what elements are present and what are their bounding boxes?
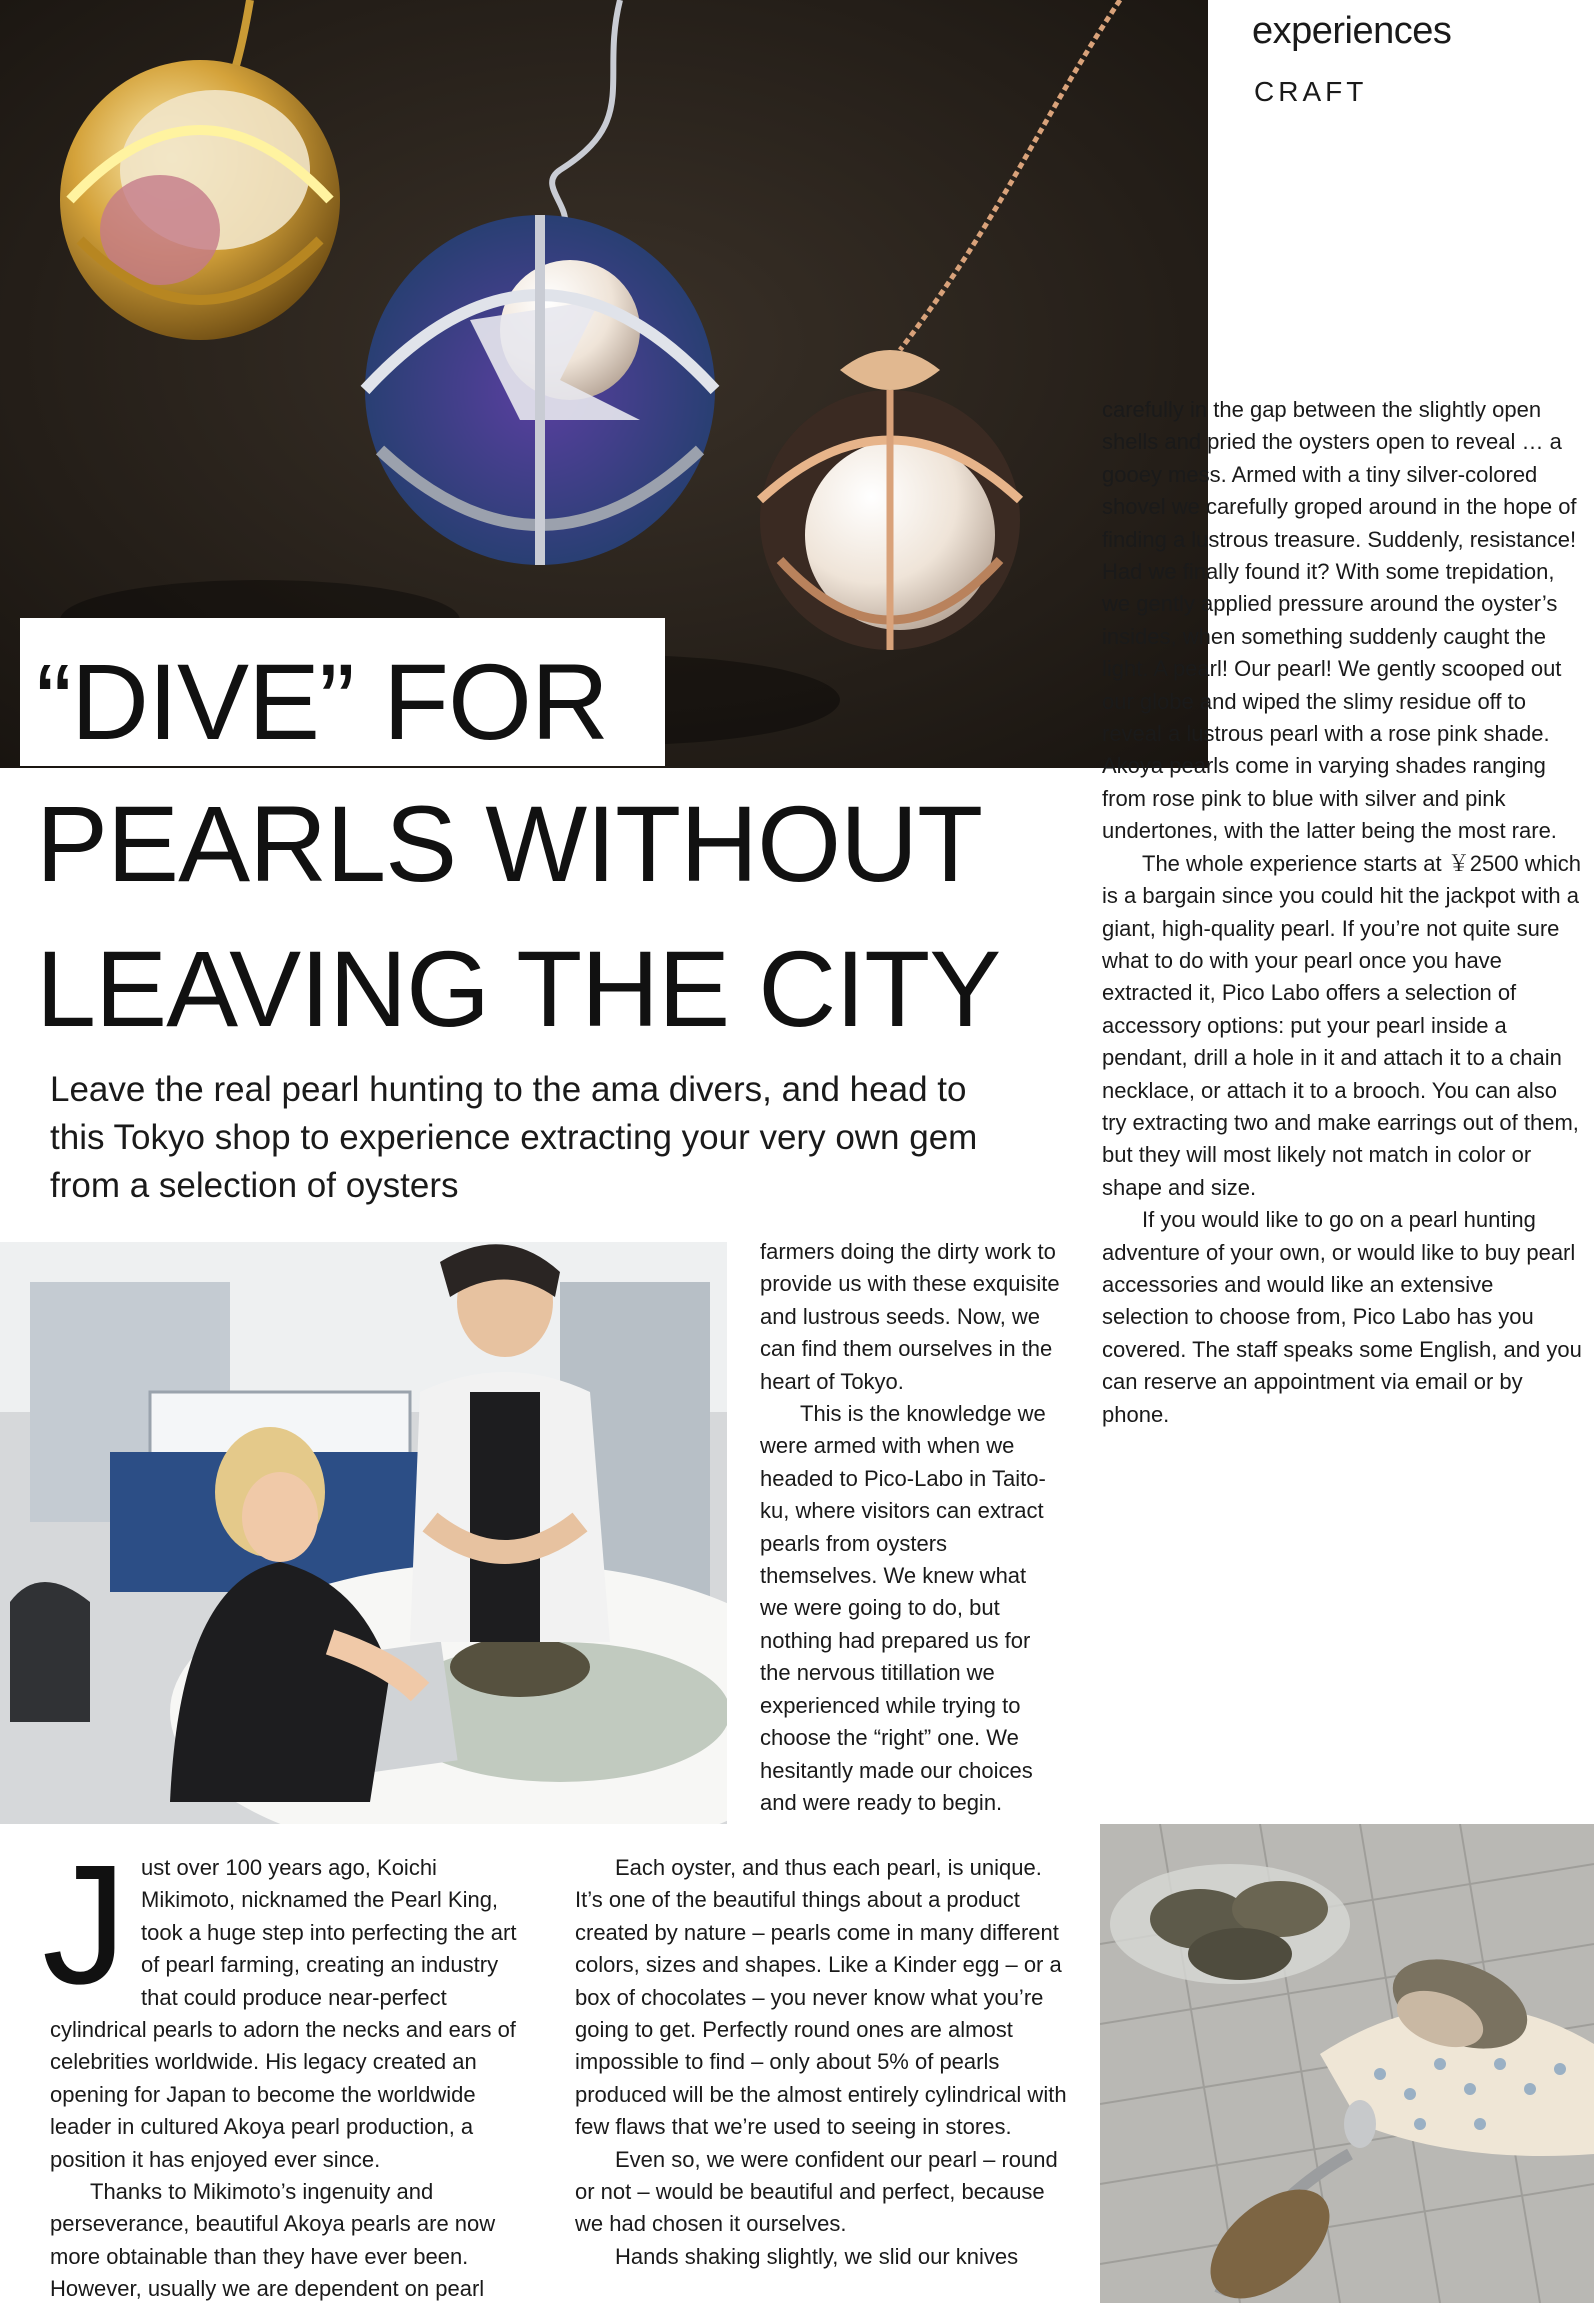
oysters-illustration (1100, 1824, 1594, 2303)
workshop-photo (0, 1242, 727, 1824)
headline-line-2: PEARLS WITHOUT (36, 783, 983, 904)
paragraph: farmers doing the dirty work to provide us with these exquisite and lustrous seeds. Now, we can find them ourselves in the heart of Tokyo. (760, 1239, 1060, 1394)
headline-line-3: LEAVING THE CITY (36, 928, 1001, 1049)
oysters-photo (1100, 1824, 1594, 2303)
paragraph: carefully in the gap between the slightly open shells and pried the oysters open to reveal … a gooey mess. Armed with a tiny silver-colored shovel we carefully groped around in the hope of finding a lustrous treasure. Suddenly, resistance! Had we finally found it? With some trepidation, we gently applied pressure around the oyster’s insides, when something suddenly caught the light. A pearl! Our pearl! We gently scooped out our globe and wiped the slimy residue off to reveal a lustrous pearl with a rose pink shade. Akoya pearls come in varying shades ranging from rose pink to blue with silver and pink undertones, with the latter being the most rare. (1102, 397, 1577, 844)
standfirst: Leave the real pearl hunting to the ama divers, and head to this Tokyo shop to experience extracting your very own gem from a selection of oysters (50, 1070, 978, 1205)
paragraph: Each oyster, and thus each pearl, is unique. It’s one of the beautiful things about a product created by nature – pearls come in many different colors, sizes and shapes. Like a Kinder egg – or a box of chocolates – you never know what you’re going to get. Perfectly round ones are almost impossible to find – only about 5% of pearls produced will be the almost entirely cylindrical with few flaws that we’re used to seeing in stores. (575, 1855, 1067, 2140)
headline-line-1: “DIVE” FOR (36, 641, 608, 762)
section-label: experiences (1252, 10, 1452, 52)
paragraph: Hands shaking slightly, we slid our knives (615, 2243, 1019, 2269)
paragraph: If you would like to go on a pearl hunting adventure of your own, or would like to buy pearl accessories and would like an extensive selection to choose from, Pico Labo has you covered. The staff speaks some English, and you can reserve an appointment via email or by phone. (1102, 1207, 1582, 1427)
paragraph: Even so, we were confident our pearl – round or not – would be beautiful and perfect, because we had chosen it ourselves. (575, 2146, 1058, 2237)
dropcap: J (42, 1830, 127, 2020)
paragraph: This is the knowledge we were armed with when we headed to Pico-Labo in Taito-ku, where visitors can extract pearls from oysters themselves. We knew what we were going to do, but nothing had prepared us for the nervous titillation we experienced while trying to choose the “right” one. We hesitantly made our choices and were ready to begin. (760, 1401, 1046, 1815)
article-column-middle-top (760, 1236, 1060, 1819)
article-column-left (42, 1830, 520, 2306)
subsection-label: CRAFT (1254, 76, 1368, 107)
article-column-middle-bottom (575, 1852, 1070, 2273)
workshop-illustration (0, 1242, 727, 1824)
paragraph: Thanks to Mikimoto’s ingenuity and perseverance, beautiful Akoya pearls are now more obtainable than they have ever been. However, usually we are dependent on pearl (50, 2179, 496, 2302)
paragraph-text: ust over 100 years ago, Koichi Mikimoto, nicknamed the Pearl King, took a huge step into perfecting the art of pearl farming, creating an industry that could produce near-perfect cylindrical pearls to adorn the necks and ears of celebrities worldwide. His legacy created an opening for Japan to become the worldwide leader in cultured Akoya pearl production, a position it has enjoyed ever since. (50, 1855, 517, 2172)
paragraph: The whole experience starts at ￥2500 which is a bargain since you could hit the jackpot with a giant, high-quality pearl. If you’re not quite sure what to do with your pearl once you have extracted it, Pico Labo offers a selection of accessory options: put your pearl inside a pendant, drill a hole in it and attach it to a chain necklace, or attach it to a brooch. You can also try extracting two and make earrings out of them, but they will most likely not match in color or shape and size. (1102, 850, 1582, 1200)
opening-paragraph (42, 1830, 520, 2176)
article-column-right (1102, 394, 1582, 1431)
